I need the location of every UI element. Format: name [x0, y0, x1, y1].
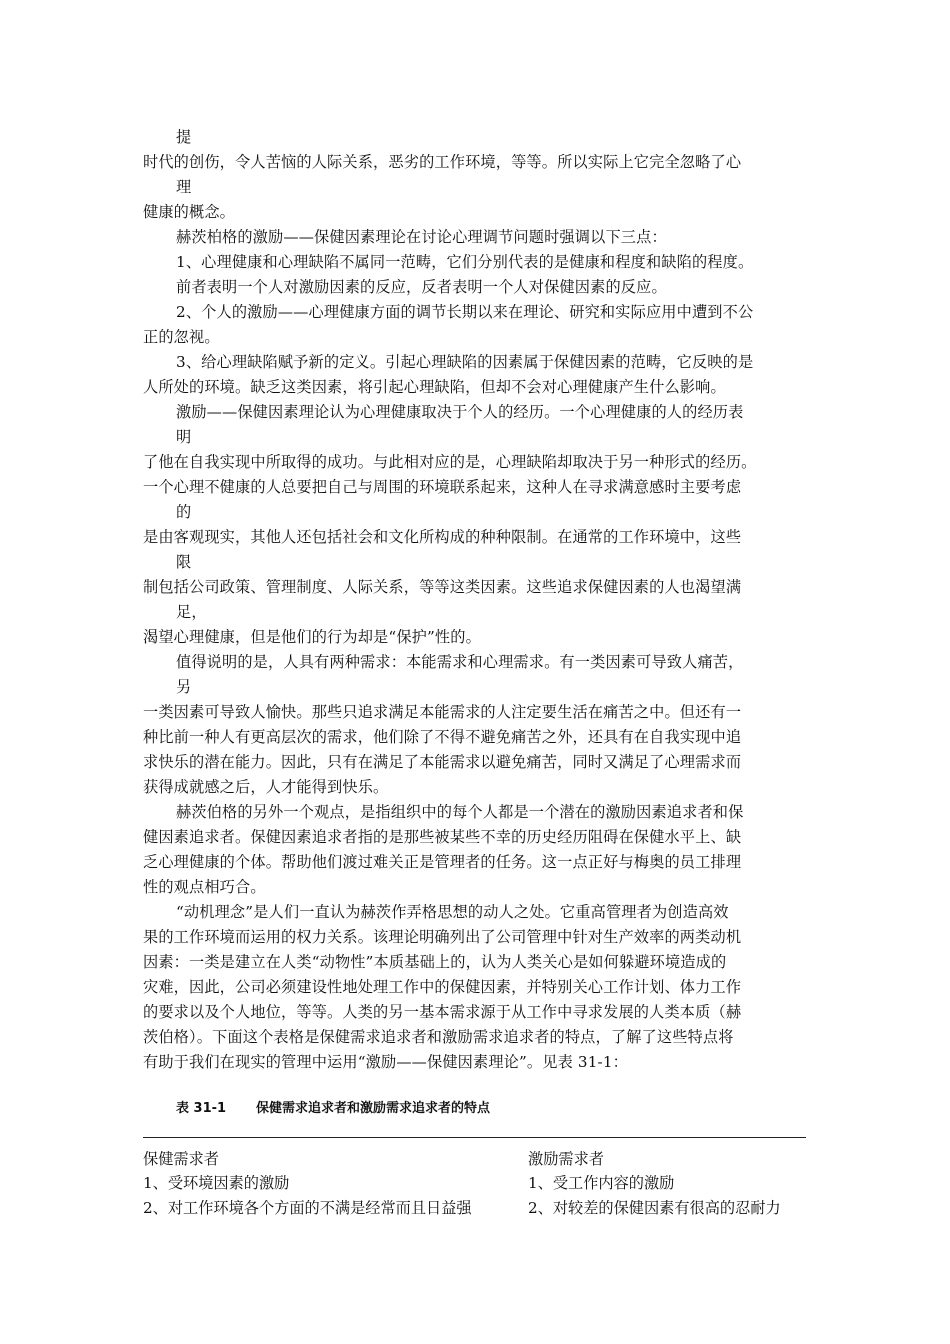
text-line: 值得说明的是，人具有两种需求：本能需求和心理需求。有一类因素可导致人痛苦，: [176, 653, 744, 671]
table-cell: 1、受工作内容的激励: [528, 1174, 675, 1192]
table-number: 表 31-1: [176, 1101, 227, 1116]
text-line: 的: [176, 503, 192, 521]
text-line: 3、给心理缺陷赋予新的定义。引起心理缺陷的因素属于保健因素的范畴，它反映的是: [176, 353, 754, 371]
text-line: 2、个人的激励——心理健康方面的调节长期以来在理论、研究和实际应用中遭到不公: [176, 303, 754, 321]
text-line: 制包括公司政策、管理制度、人际关系，等等这类因素。这些追求保健因素的人也渴望满: [143, 578, 742, 596]
text-line: 前者表明一个人对激励因素的反应，反者表明一个人对保健因素的反应。: [176, 278, 667, 296]
text-line: 渴望心理健康，但是他们的行为却是“保护”性的。: [143, 628, 481, 646]
text-line: 乏心理健康的个体。帮助他们渡过难关正是管理者的任务。这一点正好与梅奥的员工排理: [143, 853, 742, 871]
text-line: 种比前一种人有更高层次的需求，他们除了不得不避免痛苦之外，还具有在自我实现中追: [143, 728, 742, 746]
table-cell: 2、对较差的保健因素有很高的忍耐力: [528, 1199, 781, 1217]
text-line: 健因素追求者。保健因素追求者指的是那些被某些不幸的历史经历阻碍在保健水平上、缺: [143, 828, 742, 846]
table-caption: [176, 1097, 490, 1116]
text-line: 因素：一类是建立在人类“动物性”本质基础上的，认为人类关心是如何躲避环境造成的: [143, 953, 727, 971]
text-line: 明: [176, 428, 192, 446]
text-line: 一类因素可导致人愉快。那些只追求满足本能需求的人注定要生活在痛苦之中。但还有一: [143, 703, 742, 721]
text-line: 获得成就感之后，人才能得到快乐。: [143, 778, 389, 796]
text-line: 正的忽视。: [143, 328, 220, 346]
text-line: 1、心理健康和心理缺陷不属同一范畴，它们分别代表的是健康和程度和缺陷的程度。: [176, 253, 754, 271]
text-line: 性的观点相巧合。: [143, 878, 266, 896]
text-line: 是由客观现实，其他人还包括社会和文化所构成的种种限制。在通常的工作环境中，这些: [143, 528, 742, 546]
text-line: 理: [176, 178, 192, 196]
table-cell: 1、受环境因素的激励: [143, 1174, 290, 1192]
text-line: 果的工作环境而运用的权力关系。该理论明确列出了公司管理中针对生产效率的两类动机: [143, 928, 742, 946]
text-line: 有助于我们在现实的管理中运用“激励——保健因素理论”。见表 31-1：: [143, 1053, 628, 1071]
text-line: 求快乐的潜在能力。因此，只有在满足了本能需求以避免痛苦，同时又满足了心理需求而: [143, 753, 742, 771]
text-line: “动机理念”是人们一直认为赫茨作弄格思想的动人之处。它重高管理者为创造高效: [176, 903, 729, 921]
text-line: 提: [176, 128, 192, 146]
table-cell: 2、对工作环境各个方面的不满是经常而且日益强: [143, 1199, 472, 1217]
text-line: 灾难，因此，公司必须建设性地处理工作中的保健因素，并特别关心工作计划、体力工作: [143, 978, 742, 996]
text-line: 时代的创伤，令人苦恼的人际关系，恶劣的工作环境，等等。所以实际上它完全忽略了心: [143, 153, 742, 171]
text-line: 茨伯格）。下面这个表格是保健需求追求者和激励需求追求者的特点，了解了这些特点将: [143, 1028, 734, 1046]
text-line: 健康的概念。: [143, 203, 236, 221]
text-line: 限: [176, 553, 192, 571]
text-line: 一个心理不健康的人总要把自己与周围的环境联系起来，这种人在寻求满意感时主要考虑: [143, 478, 742, 496]
text-line: 激励——保健因素理论认为心理健康取决于个人的经历。一个心理健康的人的经历表: [176, 403, 744, 421]
text-line: 了他在自我实现中所取得的成功。与此相对应的是，心理缺陷却取决于另一种形式的经历。: [143, 453, 757, 471]
text-line: 足，: [176, 603, 207, 621]
text-line: 另: [176, 678, 192, 696]
table-header-cell: 保健需求者: [143, 1150, 219, 1168]
table-header-cell: 激励需求者: [528, 1150, 604, 1168]
table-top-rule: [143, 1137, 806, 1138]
text-line: 赫茨伯格的另外一个观点，是指组织中的每个人都是一个潜在的激励因素追求者和保: [176, 803, 744, 821]
text-line: 的要求以及个人地位，等等。人类的另一基本需求源于从工作中寻求发展的人类本质（赫: [143, 1003, 742, 1021]
text-line: 人所处的环境。缺乏这类因素，将引起心理缺陷，但却不会对心理健康产生什么影响。: [143, 378, 726, 396]
table-title: 保健需求追求者和激励需求追求者的特点: [256, 1101, 491, 1116]
text-line: 赫茨柏格的激励——保健因素理论在讨论心理调节问题时强调以下三点：: [176, 228, 667, 246]
